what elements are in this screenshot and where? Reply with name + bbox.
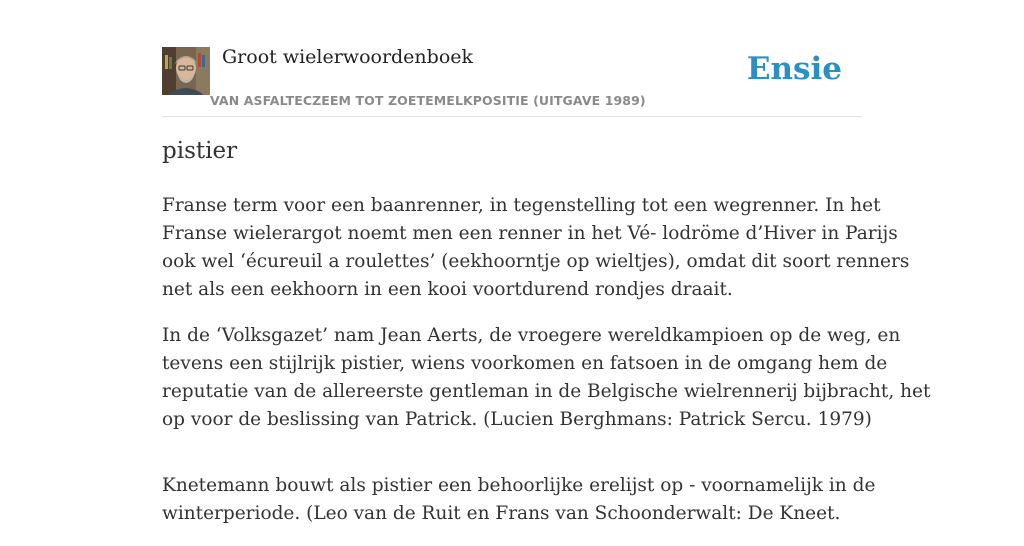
definition-line: Franse wielerargot noemt men een renner in het Vé- lodröme d’Hiver in Parijs	[162, 223, 898, 244]
book-header	[162, 46, 862, 117]
definition-paragraph	[162, 192, 910, 304]
author-avatar[interactable]	[162, 47, 210, 95]
avatar-portrait-icon	[162, 47, 210, 95]
quote-line: In de ‘Volksgazet’ nam Jean Aerts, de vroegere wereldkampioen op de weg, en	[162, 325, 901, 346]
definition-line: Franse term voor een baanrenner, in tegenstelling tot een wegrenner. In het	[162, 195, 881, 216]
book-title[interactable]: Groot wielerwoordenboek	[222, 46, 474, 68]
entry-headword: pistier	[162, 138, 238, 164]
quote-line: Knetemann bouwt als pistier een behoorlijke erelijst op - voornamelijk in de	[162, 475, 876, 496]
quote-line: winterperiode. (Leo van de Ruit en Frans van Schoonderwalt: De Kneet.	[162, 503, 841, 524]
ensie-logo-link[interactable]: Ensie	[746, 51, 842, 87]
book-subtitle: VAN ASFALTECZEEM TOT ZOETEMELKPOSITIE (UITGAVE 1989)	[210, 93, 646, 108]
entry-content	[162, 192, 931, 546]
quote-line: op voor de beslissing van Patrick. (Lucien Berghmans: Patrick Sercu. 1979)	[162, 409, 872, 430]
quote-line: tevens een stijlrijk pistier, wiens voorkomen en fatsoen in de omgang hem de	[162, 353, 888, 374]
quote-line: reputatie van de allereerste gentleman in de Belgische wielrennerij bijbracht, het	[162, 381, 931, 402]
definition-line: net als een eekhoorn in een kooi voortdurend rondjes draait.	[162, 279, 733, 300]
quote-paragraph	[162, 322, 931, 434]
definition-line: ook wel ‘écureuil a roulettes’ (eekhoorntje op wieltjes), omdat dit soort renners	[162, 251, 910, 272]
quote-paragraph	[162, 472, 876, 528]
